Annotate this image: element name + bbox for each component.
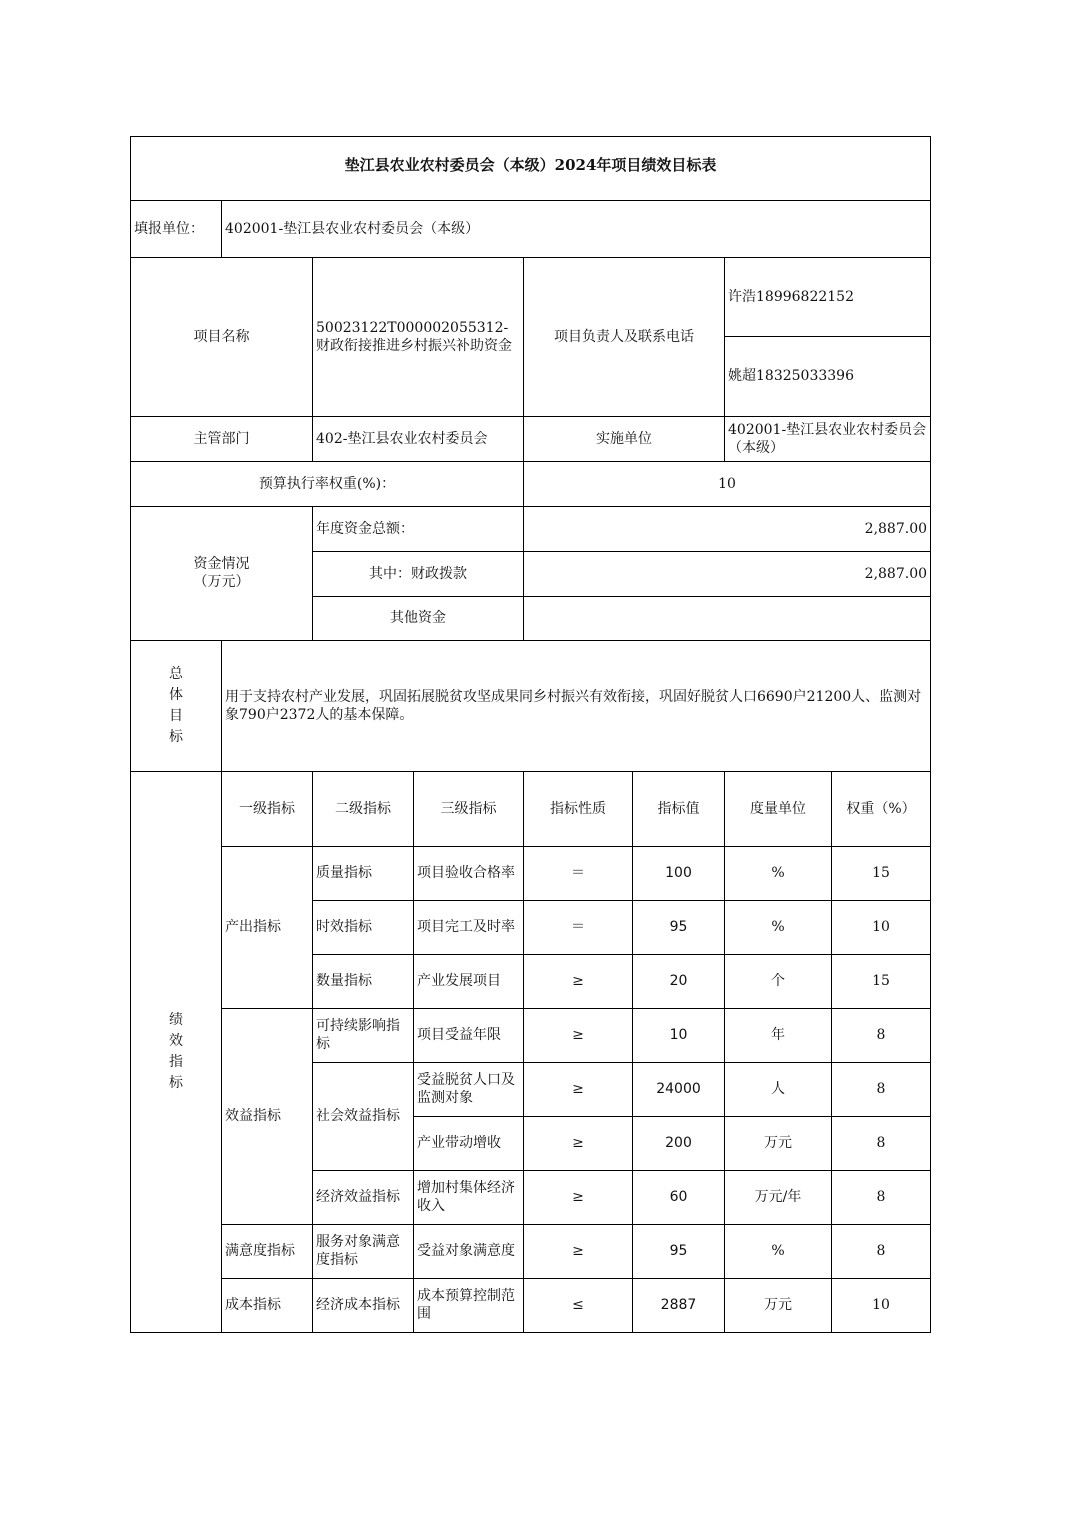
budget-weight-label: 预算执行率权重(%)： — [131, 461, 524, 506]
performance-target-table — [130, 136, 931, 1333]
header-weight: 权重（%） — [832, 771, 931, 846]
project-name-value: 50023122T000002055312-财政衔接推进乡村振兴补助资金 — [313, 257, 524, 416]
value-cell: 200 — [633, 1116, 725, 1170]
level3-cell: 受益对象满意度 — [414, 1224, 524, 1278]
value-cell: 20 — [633, 954, 725, 1008]
nature-cell: ＝ — [524, 846, 633, 900]
level3-cell: 增加村集体经济收入 — [414, 1170, 524, 1224]
weight-cell: 8 — [832, 1008, 931, 1062]
department-label: 主管部门 — [131, 416, 313, 461]
level1-output: 产出指标 — [222, 846, 313, 1008]
value-cell: 60 — [633, 1170, 725, 1224]
overall-goal-label — [131, 640, 222, 771]
header-level3: 三级指标 — [414, 771, 524, 846]
indicator-char: 效 — [169, 1032, 183, 1049]
contact-label: 项目负责人及联系电话 — [524, 257, 725, 416]
level1-benefit: 效益指标 — [222, 1008, 313, 1224]
weight-cell: 10 — [832, 1278, 931, 1332]
funds-label-cell — [131, 506, 313, 640]
weight-cell: 10 — [832, 900, 931, 954]
unit-cell: 万元/年 — [725, 1170, 832, 1224]
unit-cell: 年 — [725, 1008, 832, 1062]
nature-cell: ≥ — [524, 1008, 633, 1062]
indicator-char: 指 — [169, 1053, 183, 1070]
level2-cell: 数量指标 — [313, 954, 414, 1008]
level3-cell: 项目完工及时率 — [414, 900, 524, 954]
unit-cell: 个 — [725, 954, 832, 1008]
indicator-char: 标 — [169, 1074, 183, 1091]
performance-target-document — [130, 136, 930, 1333]
department-value: 402-垫江县农业农村委员会 — [313, 416, 524, 461]
other-funds-label: 其他资金 — [313, 596, 524, 640]
header-unit: 度量单位 — [725, 771, 832, 846]
header-nature: 指标性质 — [524, 771, 633, 846]
other-funds-value — [524, 596, 931, 640]
value-cell: 95 — [633, 1224, 725, 1278]
fiscal-funds-value: 2,887.00 — [524, 551, 931, 596]
weight-cell: 8 — [832, 1224, 931, 1278]
header-level2: 二级指标 — [313, 771, 414, 846]
header-level1: 一级指标 — [222, 771, 313, 846]
funds-unit: （万元） — [193, 574, 250, 590]
level2-cell: 经济成本指标 — [313, 1278, 414, 1332]
value-cell: 10 — [633, 1008, 725, 1062]
header-value: 指标值 — [633, 771, 725, 846]
implementing-unit-label: 实施单位 — [524, 416, 725, 461]
weight-cell: 8 — [832, 1170, 931, 1224]
implementing-unit-value: 402001-垫江县农业农村委员会（本级） — [725, 416, 931, 461]
nature-cell: ＝ — [524, 900, 633, 954]
page-title: 垫江县农业农村委员会（本级）2024年项目绩效目标表 — [131, 137, 931, 194]
fiscal-funds-label: 其中：财政拨款 — [313, 551, 524, 596]
level1-cost: 成本指标 — [222, 1278, 313, 1332]
goal-char: 标 — [169, 728, 183, 745]
table-row — [131, 1278, 931, 1332]
contact-2: 姚超18325033396 — [725, 336, 931, 416]
table-row — [131, 1224, 931, 1278]
nature-cell: ≥ — [524, 954, 633, 1008]
weight-cell: 15 — [832, 846, 931, 900]
unit-cell: % — [725, 900, 832, 954]
performance-indicators-label — [131, 771, 222, 1332]
value-cell: 95 — [633, 900, 725, 954]
unit-cell: 万元 — [725, 1116, 832, 1170]
weight-cell: 8 — [832, 1062, 931, 1116]
unit-cell: % — [725, 1224, 832, 1278]
unit-cell: 人 — [725, 1062, 832, 1116]
nature-cell: ≥ — [524, 1224, 633, 1278]
indicator-char: 绩 — [169, 1011, 183, 1028]
level3-cell: 项目受益年限 — [414, 1008, 524, 1062]
unit-label: 填报单位： — [131, 200, 222, 257]
table-row — [131, 1008, 931, 1062]
level3-cell: 项目验收合格率 — [414, 846, 524, 900]
level3-cell: 成本预算控制范围 — [414, 1278, 524, 1332]
nature-cell: ≥ — [524, 1062, 633, 1116]
total-funds-value: 2,887.00 — [524, 506, 931, 551]
level2-cell: 经济效益指标 — [313, 1170, 414, 1224]
goal-char: 体 — [169, 686, 183, 703]
nature-cell: ≥ — [524, 1170, 633, 1224]
funds-label: 资金情况 — [193, 556, 250, 572]
level1-satisfaction: 满意度指标 — [222, 1224, 313, 1278]
contact-1: 许浩18996822152 — [725, 257, 931, 336]
level2-cell: 社会效益指标 — [313, 1062, 414, 1170]
level3-cell: 受益脱贫人口及监测对象 — [414, 1062, 524, 1116]
total-funds-label: 年度资金总额： — [313, 506, 524, 551]
unit-value: 402001-垫江县农业农村委员会（本级） — [222, 200, 931, 257]
level2-cell: 可持续影响指标 — [313, 1008, 414, 1062]
table-row — [131, 846, 931, 900]
nature-cell: ≤ — [524, 1278, 633, 1332]
unit-cell: % — [725, 846, 832, 900]
value-cell: 2887 — [633, 1278, 725, 1332]
weight-cell: 8 — [832, 1116, 931, 1170]
project-name-label: 项目名称 — [131, 257, 313, 416]
value-cell: 24000 — [633, 1062, 725, 1116]
goal-char: 目 — [169, 707, 183, 724]
weight-cell: 15 — [832, 954, 931, 1008]
value-cell: 100 — [633, 846, 725, 900]
budget-weight-value: 10 — [524, 461, 931, 506]
goal-char: 总 — [169, 665, 183, 682]
level3-cell: 产业发展项目 — [414, 954, 524, 1008]
level2-cell: 质量指标 — [313, 846, 414, 900]
level2-cell: 时效指标 — [313, 900, 414, 954]
unit-cell: 万元 — [725, 1278, 832, 1332]
level3-cell: 产业带动增收 — [414, 1116, 524, 1170]
overall-goal-text: 用于支持农村产业发展，巩固拓展脱贫攻坚成果同乡村振兴有效衔接，巩固好脱贫人口6690户21200人、监测对象790户2372人的基本保障。 — [222, 640, 931, 771]
level2-cell: 服务对象满意度指标 — [313, 1224, 414, 1278]
nature-cell: ≥ — [524, 1116, 633, 1170]
